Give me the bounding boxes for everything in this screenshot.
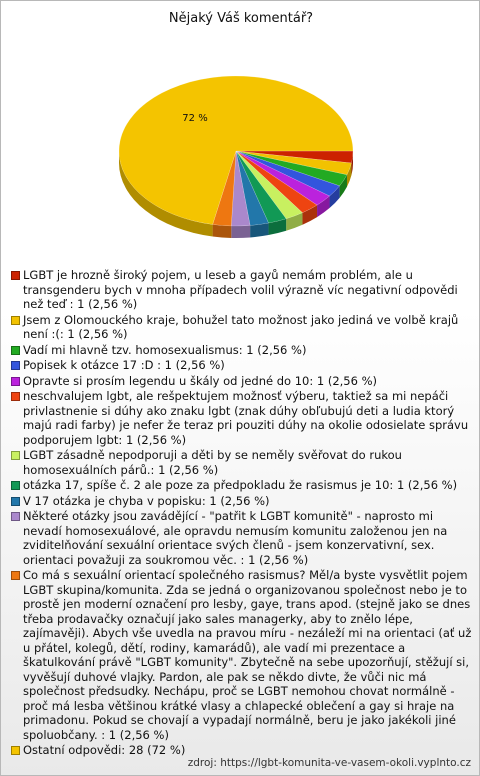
pie-slice-label: 72 % [182,113,208,124]
legend-item [11,568,475,742]
legend-item [11,358,475,373]
legend-item [11,448,475,477]
legend-item [11,494,475,509]
pie-chart [1,1,480,263]
legend [11,268,475,759]
legend-label: LGBT je hrozně široký pojem, u leseb a gayů nemám problém, ale u transgenderu bych v mnoha případech volil výrazně víc negativní odpovědi než teď : 1 (2,56 %) [23,268,458,311]
legend-item [11,343,475,358]
legend-swatch [11,746,20,755]
chart-title: Nějaký Váš komentář? [168,11,314,26]
legend-item [11,478,475,493]
legend-swatch [11,271,20,280]
legend-label: LGBT zásadně nepodporuji a děti by se neměly svěřovat do rukou homosexuálních párů.: 1 (2,56 %) [23,448,402,477]
pie-slice-side-11 [213,224,232,237]
legend-swatch [11,512,20,521]
pie-top [119,76,353,226]
legend-swatch [11,481,20,490]
legend-swatch [11,497,20,506]
legend-label: Některé otázky jsou zavádějící - "patřit k LGBT komunitě" - naprosto mi nevadí homosexuálové, ale opravdu nemusím komunitu založenou jen na zviditelňování sexuální orientace svých členů - jsem konzervativní, sex. orientaci považuji za soukromou věc. : 1 (2,56 %) [23,509,448,567]
legend-label: Ostatní odpovědi: 28 (72 %) [23,743,186,757]
legend-item [11,509,475,567]
legend-item [11,313,475,342]
legend-swatch [11,377,20,386]
legend-item [11,268,475,312]
legend-label: otázka 17, spíše č. 2 ale poze za předpokladu že rasismus je 10: 1 (2,56 %) [23,478,458,492]
legend-label: Opravte si prosím legendu u škály od jedné do 10: 1 (2,56 %) [23,373,378,388]
legend-item [11,743,475,758]
legend-swatch [11,451,20,460]
legend-swatch [11,346,20,355]
legend-label: Co má s sexuální orientací společného rasismus? Měl/a byste vysvětlit pojem LGBT skupina/komunita. Zda se jedná o organizovanou společnost nebo je to prostě jen moderní označení pro lesby, gaye, trans apod. (stejně jako se dnes třeba prodavačky označují jako sales managerky, aby to znělo lépe, zajímavěji). Abych vše uvedla na pravou míru - nezáleží mi na orientaci (ať už u přátel, kolegů, dětí, rodiny, kamarádů), ale vadí mi prezentace a škatulkování právě "LGBT komunity". Zbytečně na sebe upozorňují, stěžují si, vyvěšují duhové vlajky. Pardon, ale pak se někdo divte, že vůči nic má společnost předsudky. Nechápu, proč se LGBT nemohou chovat normálně - proč má lesba většinou krátké vlasy a chlapecké oblečení a gay si hraje na primadonu. Pokud se chovají a vypadají normálně, beru je jako jakékoli jiné spoluobčany. : 1 (2,56 %) [23,568,472,742]
legend-label: Jsem z Olomouckého kraje, bohužel tato možnost jako jediná ve volbě krajů není :(: 1 (2,56 %) [23,312,459,341]
pie-slice-side-10 [231,225,250,238]
legend-swatch [11,392,20,401]
legend-label: Vadí mi hlavně tzv. homosexualismus: 1 (2,56 %) [23,342,307,357]
legend-label: neschvalujem lgbt, ale rešpektujem možnosť výberu, taktiež sa mi nepáči privlastnenie si dúhy ako znaku lgbt (znak dúhy obľubujú deti a ludia ktorý majú radi farby) je nefer že teraz pri pouziti dúhy na okolie odosielate správu podporujem lgbt: 1 (2,56 %) [23,389,469,447]
legend-label: Popisek k otázce 17 :D : 1 (2,56 %) [23,358,225,372]
legend-label: V 17 otázka je chyba v popisku: 1 (2,56 %) [23,493,270,508]
legend-item [11,374,475,389]
legend-swatch [11,316,20,325]
source-note: zdroj: https://lgbt-komunita-ve-vasem-okoli.vyplnto.cz [187,757,471,769]
legend-item [11,389,475,447]
legend-swatch [11,361,20,370]
legend-swatch [11,571,20,580]
